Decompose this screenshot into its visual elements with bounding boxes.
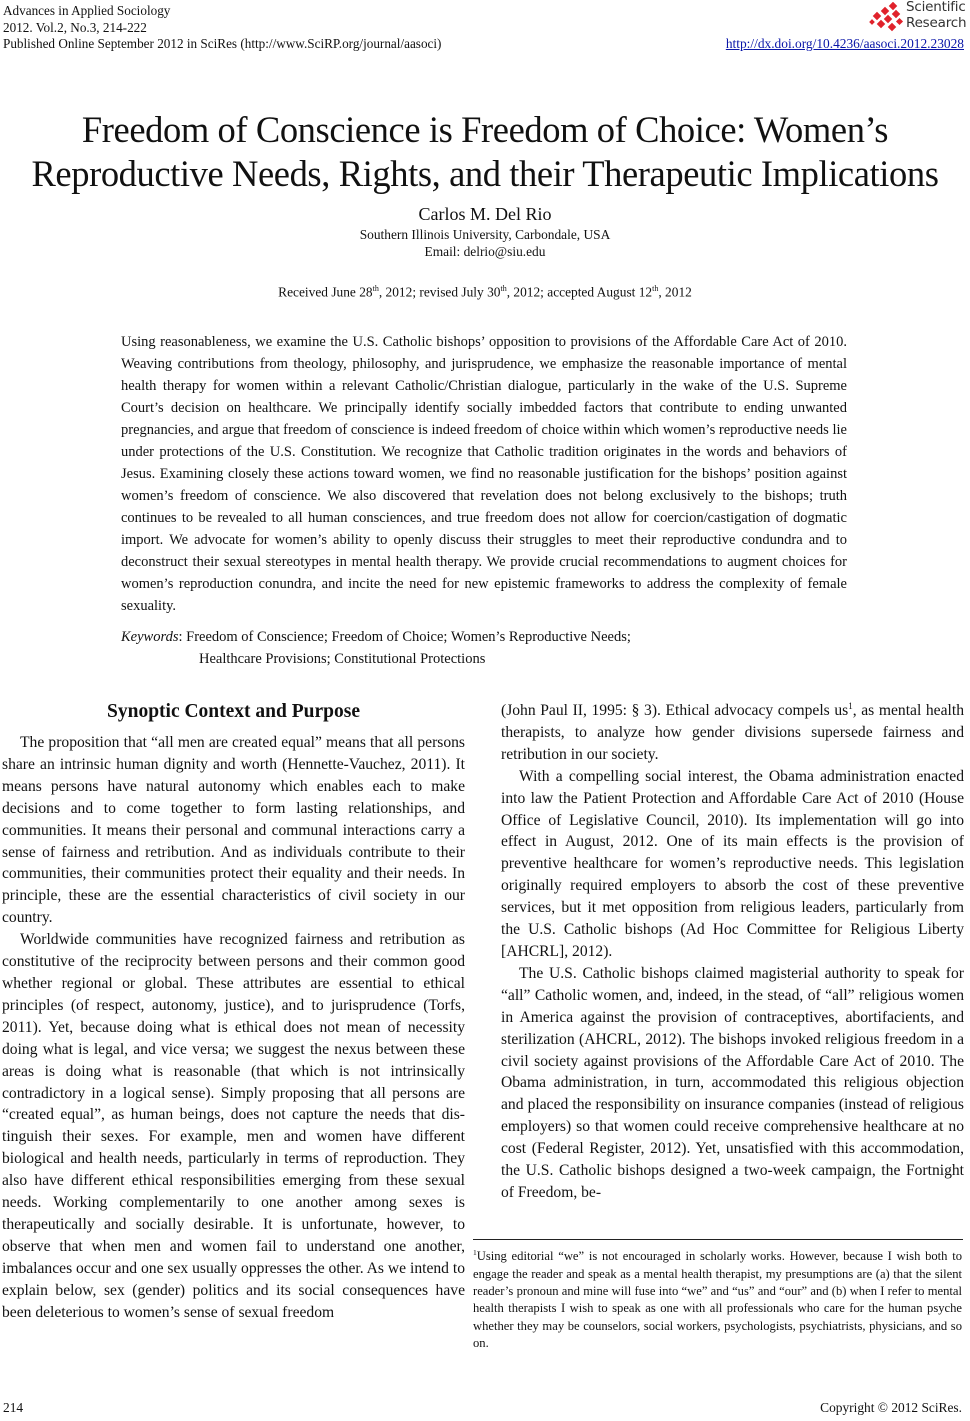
revised-date: , 2012; revised July 30: [378, 284, 501, 300]
diamond-cluster-icon: [868, 2, 906, 34]
keywords-line-1: Freedom of Conscience; Freedom of Choice; Women’s Reproductive Needs;: [186, 629, 631, 645]
ordinal-suffix: th: [652, 284, 659, 293]
footnote-text: Using editorial “we” is not encouraged in scholarly works. However, because I wish both to engage the reader and speak as a mental health therapist, my presumptions are (a) that the silent reader’s pronoun and mine will fuse into “we” and “us” and “our” and (b) when I refer to mental health therapists I wish to speak as one with all professionals who care for the human psyche whether they may be counselors, social workers, psychologists, psychiatrists, physicians, and so on.: [473, 1249, 962, 1351]
footnote-number: 1: [473, 1248, 477, 1257]
left-column: [2, 700, 465, 1323]
footnote-divider: [473, 1239, 963, 1240]
keywords-label: Keywords: [121, 629, 179, 645]
right-column: [501, 700, 964, 1204]
body-paragraph: With a compelling social interest, the Obama administration enacted into law the Patient Protection and Affordable Care Act of 2010 (House Office of Legislative Council, 2010). Its implementation will go into effect in August, 2012. One of its main effects is the provision of preventive healthcare for women’s reproductive needs. This legislation originally required employers to absorb the cost of these preventive services, but it met opposition from religious leaders, particularly from the U.S. Catholic bishops (Ad Hoc Committee for Religious Liberty [AHCRL], 2012).: [501, 767, 964, 960]
author-affiliation: Southern Illinois University, Carbondale, USA: [359, 227, 611, 242]
page-number: 214: [3, 1400, 24, 1415]
copyright-notice: Copyright © 2012 SciRes.: [820, 1400, 962, 1415]
author-email[interactable]: Email: delrio@siu.edu: [424, 244, 546, 259]
accepted-year: , 2012: [658, 284, 692, 300]
journal-published: Published Online September 2012 in SciRes (http://www.SciRP.org/journal/aasoci): [3, 36, 442, 51]
journal-name: Advances in Applied Sociology: [3, 3, 171, 18]
keywords-colon: :: [178, 629, 187, 645]
journal-volume: 2012. Vol.2, No.3, 214-222: [3, 19, 147, 35]
keywords-line-2: Healthcare Provisions; Constitutional Protections: [199, 651, 486, 667]
logo-text-line2: Research: [906, 14, 967, 31]
section-heading: Synoptic Context and Purpose: [107, 701, 360, 722]
received-date: Received June 28: [278, 284, 373, 300]
logo-text-line1: Scientific: [906, 0, 966, 15]
ordinal-suffix: th: [500, 284, 507, 293]
paragraph-text: (John Paul II, 1995: § 3). Ethical advocacy compels us: [501, 702, 849, 719]
body-paragraph: The U.S. Catholic bishops claimed magisterial authority to speak for “all” Catholic women, and, indeed, in the stead, of “all” religious women in America against the provision of contraceptives, abortifacients, and sterilization (AHCRL, 2012). The bishops invoked religious freedom in a civil society against provisions of the Affordable Care Act of 2010. The Obama administration, in turn, accommodated this religious objection and placed the responsibility on insurance companies (instead of religious employers) so that women could receive comprehensive healthcare at no cost (Federal Register, 2012). Yet, unsatisfied with this accommodation, the U.S. Catholic bishops designed a two-week campaign, the Fortnight of Freedom, be-: [501, 964, 964, 1201]
body-paragraph: Worldwide communities have recognized fairness and retribution as constitutive of the reciprocity between persons and their common good whether regional or global. These attributes are essential to ethical principles (of respect, autonomy, justice), and to jurisprudence (Torfs, 2011). Yet, because doing what is ethical does not mean of necessity doing what is legal, and vice versa; we suggest the nexus between these areas is doing what is reasonable (that which is not intrinsically contradictory in a logical sense). Simply proposing that all persons are “created equal”, as human beings, does not capture the needs that distinguish their sexes. For example, men and women have different biological and health needs, particularly in terms of reproduction. They also have different ethical responsibilities emerging from these sexual needs. Working complementarily to one another among sexes is therapeutically and socially desirable. It is unfortunate, however, to observe that when men and women fail to understand one another, imbalances occur and one sex usually oppresses the other. As we intend to explain below, sex (gender) politics and its social consequences have been deleterious to women’s sense of sexual freedom: [2, 931, 465, 1321]
ordinal-suffix: th: [372, 284, 379, 293]
footnote: [473, 1244, 962, 1353]
journal-header: [3, 3, 441, 53]
title-line-2: Reproductive Needs, Rights, and their Therapeutic Implications: [31, 153, 939, 194]
title-line-1: Freedom of Conscience is Freedom of Choice: Women’s: [81, 109, 889, 150]
received-dates: [0, 280, 970, 301]
abstract: Using reasonableness, we examine the U.S. Catholic bishops’ opposition to provisions of the Affordable Care Act of 2010. Weaving contributions from theology, philosophy, and jurisprudence, we emphasize the reasonable importance of mental health therapy for women within a relevant Catholic/Christian dialogue, particularly in the wake of the U.S. Supreme Court’s decision on healthcare. We principally identify socially imbedded factors that contribute to ending unwanted pregnancies, and argue that freedom of conscience is indeed freedom of choice within which women’s reproductive needs lie under protections of the U.S. Constitution. We recognize that Catholic tradition originates in the words and behaviors of Jesus. Examining closely these actions toward women, we find no reasonable justification for the bishops’ position against women’s freedom of conscience. We also discovered that revelation does not belong exclusively to the bishops; truth continues to be revealed to all human consciences, and true freedom does not allow for coercion/castigation of dogmatic import. We advocate for women’s ability to openly discuss their struggles to meet their reproductive condundra and to deconstruct their sexual stereotypes in mental health therapy. We provide crucial recommendations to augment choices for women’s reproduction conundra, and incite the need for new epistemic frameworks to address the complexity of female sexuality.: [121, 334, 847, 614]
doi-link[interactable]: http://dx.doi.org/10.4236/aasoci.2012.23028: [725, 36, 964, 51]
keywords: [121, 626, 631, 670]
footnote-marker[interactable]: 1: [848, 700, 853, 711]
scientific-research-logo: [866, 0, 970, 36]
accepted-date: , 2012; accepted August 12: [506, 284, 653, 300]
body-paragraph: The proposition that “all men are created equal” means that all persons share an intrinsic human dignity and worth (Hennette-Vauchez, 2011). It means persons have natural autonomy which enables each to make decisions and to come together to form lasting relationships, and communities. It means their personal and communal interactions carry a sense of fairness and retribution. And as individuals contribute to their communities, their communities protect their equality and their needs. In principle, these are the essential characteristics of civil society in our country.: [2, 734, 465, 927]
article-title: [0, 108, 970, 196]
paragraph-text: , as mental health therapists, to analyze how gender divisions supersede fairness and retribution in our society.: [501, 702, 964, 763]
author-name: Carlos M. Del Rio: [418, 204, 552, 224]
body-paragraph-continued: [501, 700, 964, 766]
